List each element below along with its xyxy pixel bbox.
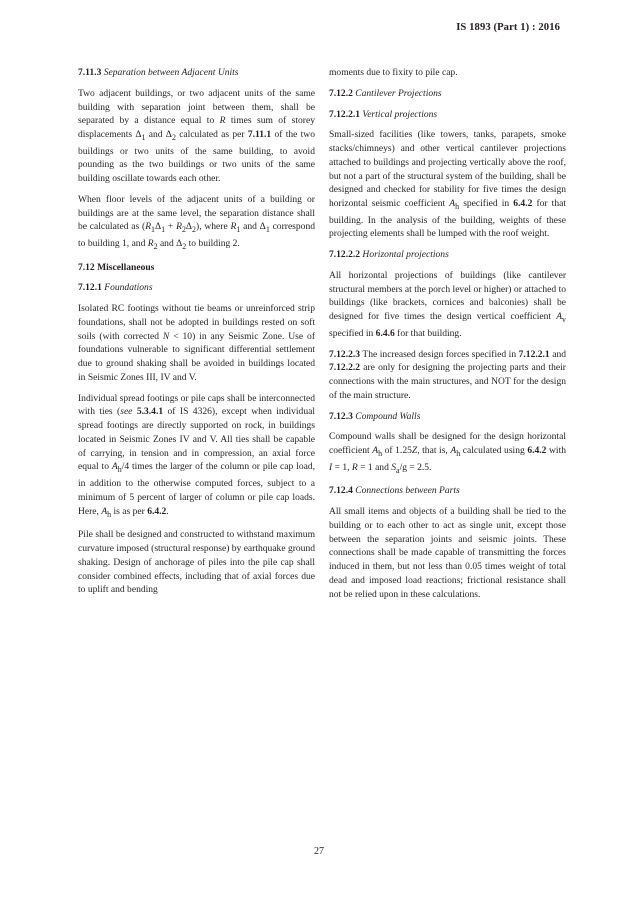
- heading-7-11-3: 7.11.3 Separation between Adjacent Units: [78, 67, 239, 78]
- paragraph-spread-footings: Individual spread footings or pile caps shall be interconnected with ties (see 5.3.4.1 of IS 4326), except when individual spread footings are directly supported on rock, in buildings located in Seismic Zones IV and V. All ties shall be capable of carrying, in tension and in compression, an axial force equal to $A_h/4$ times the larger of the column or pile cap load, in addition to the otherwise computed forces, subject to a minimum of 5 percent of larger of column or pile cap loads. Here, $A_h$ is as per 6.4.2.: [78, 392, 316, 519]
- right-column: [329, 66, 566, 608]
- heading-7-12-1: 7.12.1 Foundations: [78, 282, 153, 294]
- heading-7-12-2-2: 7.12.2.2 Horizontal projections: [329, 249, 449, 261]
- paragraph-isolated-footings: Isolated RC footings without tie beams or unreinforced strip foundations, shall not be adopted in buildings rested on soft soils (with corrected N < 10) in any Seismic Zone. Use of foundations vulnerable to significant differential settlement due to ground shaking shall be avoided in buildings located in Seismic Zones III, IV and V.: [78, 303, 315, 383]
- heading-7-12-4: 7.12.4 Connections between Parts: [329, 485, 460, 497]
- paragraph-horizontal-projections: All horizontal projections of buildings (like cantilever structural members at the porch level or higher) or attached to buildings (like brackets, cornices and balconies) shall be designed for five times the design vertical coefficient $A_v$ specified in 6.4.6 for that building.: [329, 269, 566, 339]
- left-column: [78, 66, 315, 604]
- running-header: IS 1893 (Part 1) : 2016: [456, 22, 560, 33]
- heading-7-12-3: 7.12.3 Compound Walls: [329, 410, 421, 422]
- paragraph-pile-design: Pile shall be designed and constructed to withstand maximum curvature imposed (structural response) by earthquake ground shaking. Design of anchorage of piles into the pile cap shall consider combined effects, including that of axial forces due to uplift and bending: [78, 529, 315, 596]
- heading-7-12-2: 7.12.2 Cantilever Projections: [329, 87, 442, 99]
- paragraph-same-floor-level: When floor levels of the adjacent units of a building or buildings are at the same level, the separation distance shall be calculated as $(R_1\Delta_1 + R_2\Delta_2)$, where $R_1$ and $\Delta_1$ correspond to building 1, and $R_2$ and $\Delta_2$ to building 2.: [78, 193, 315, 251]
- paragraph-connections: All small items and objects of a building shall be tied to the building or to each other to act as single unit, except those between the separation joints and seismic joints. These connections shall be made capable of transmitting the forces induced in them, but not less than 0.05 times weight of total dead and imposed load reactions; frictional resistance shall not be relied upon in these calculations.: [329, 506, 566, 600]
- paragraph-increased-forces: 7.12.2.3 The increased design forces specified in 7.12.2.1 and 7.12.2.2 are only for designing the projecting parts and their connections with the main structures, and NOT for the design of the main structure.: [329, 348, 566, 401]
- heading-7-12: 7.12 Miscellaneous: [78, 261, 155, 273]
- paragraph-continuation: moments due to fixity to pile cap.: [329, 67, 458, 78]
- paragraph-compound-walls: Compound walls shall be designed for the design horizontal coefficient $A_h$ of 1.25Z, that is, $A_h$ calculated using 6.4.2 with I = 1, R = 1 and $S_a/g = 2.5$.: [329, 431, 566, 475]
- page-number: 27: [314, 846, 324, 857]
- heading-7-12-2-1: 7.12.2.1 Vertical projections: [329, 108, 438, 120]
- paragraph-vertical-projections: Small-sized facilities (like towers, tanks, parapets, smoke stacks/chimneys) and other vertical cantilever projections attached to buildings and projecting vertically above the roof, but not a part of the structural system of the building, shall be designed and checked for stability for five times the design horizontal seismic coefficient $A_h$ specified in 6.4.2 for that building. In the analysis of the building, weights of these projecting elements shall be lumped with the roof weight.: [329, 129, 566, 240]
- paragraph-separation-distance: Two adjacent buildings, or two adjacent units of the same building with separation joint between them, shall be separated by a distance equal to R times sum of storey displacements $\Delta_1$ and $\Delta_2$ calculated as per 7.11.1 of the two buildings or two units of the same building, to avoid pounding as the two buildings or two units of the same building oscillate towards each other.: [78, 87, 315, 185]
